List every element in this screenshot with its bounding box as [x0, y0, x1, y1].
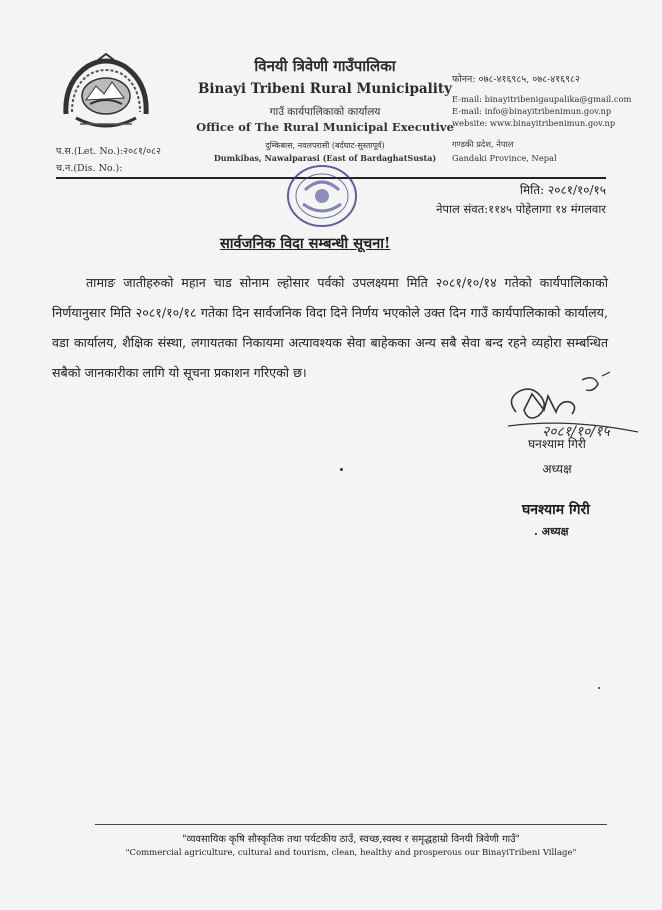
address-ne: दुम्किबास, नवलपरासी (बर्दघाट-सुस्तापूर्व) [265, 141, 385, 150]
footer-divider [95, 824, 607, 825]
dispatch-number: च.न.(Dis. No.): [56, 163, 123, 174]
letter-number: प.स.(Let. No.):२०८१/०८२ [56, 146, 161, 157]
nepal-emblem-icon [58, 52, 154, 140]
office-name-ne: गाउँ कार्यपालिकाको कार्यालय [269, 106, 381, 118]
email-primary: E-mail: binayitribenigaupalika@gmail.com [452, 94, 632, 104]
notice-title: सार्वजनिक विदा सम्बन्धी सूचना! [220, 235, 391, 252]
phone-number: फोनन: ०७८-४१६९८५, ०७८-४१६९८२ [452, 74, 580, 85]
signatory-title: अध्यक्ष [542, 462, 572, 476]
ink-speck [598, 687, 600, 689]
notice-body: तामाङ जातीहरुको महान चाड सोनाम ल्होसार पर्वको उपलक्ष्यमा मिति २०८१/१०/१४ गतेको कार्यपालिकाको निर्णयानुसार मिति २०८१/१०/१८ गतेका दिन सार्वजनिक विदा दिने निर्णय भएकोले उक्त दिन गाउँ कार्यपालिकाको कार्यालय, वडा कार्यालय, शैक्षिक संस्था, लगायतका निकायमा अत्यावश्यक सेवा बाहेकका अन्य सबै सेवा बन्द रहने व्यहोरा सम्बन्धित सबैको जानकारीका लागि यो सूचना प्रकाशन गरिएको छ। [52, 275, 608, 380]
name-stamp: घनश्याम गिरी [522, 502, 590, 518]
office-stamp-icon [283, 160, 361, 232]
footer-motto-en: "Commercial agriculture, cultural and tourism, clean, healthy and prosperous our BinayiTribeni Village" [125, 848, 577, 858]
ink-speck [340, 468, 343, 471]
province-ne: गण्डकी प्रदेश, नेपाल [452, 139, 514, 149]
signatory-name: घनश्याम गिरी [528, 437, 586, 451]
address-en: Dumkibas, Nawalparasi (East of BardaghatSusta) [213, 153, 437, 163]
nepal-sambat-date: नेपाल संवत:११४५ पोहेलागा १४ मंगलवार [436, 202, 606, 216]
email-secondary: E-mail: info@binayitribenimun.gov.np [452, 106, 612, 116]
municipality-name-ne: विनयी त्रिवेणी गाउँपालिका [254, 57, 396, 75]
province-en: Gandaki Province, Nepal [452, 153, 557, 163]
website: website: www.binayitribenimun.gov.np [452, 118, 616, 128]
footer-motto-ne: "व्यवसायिक कृषि सौस्कृतिक तथा पर्यटकीय ठाउँ, स्वच्छ,स्वस्थ र समृद्धहाम्रो विनयी त्रिवेणी गाउँ" [181, 834, 521, 845]
office-name-en: Office of The Rural Municipal Executive [196, 120, 454, 134]
municipality-name-en: Binayi Tribeni Rural Municipality [197, 81, 453, 97]
notice-date: मिति: २०८१/१०/१५ [519, 183, 606, 197]
svg-text:२०८१/१०/१५: २०८१/१०/१५ [542, 424, 610, 440]
title-stamp: . अध्यक्ष [534, 525, 569, 538]
